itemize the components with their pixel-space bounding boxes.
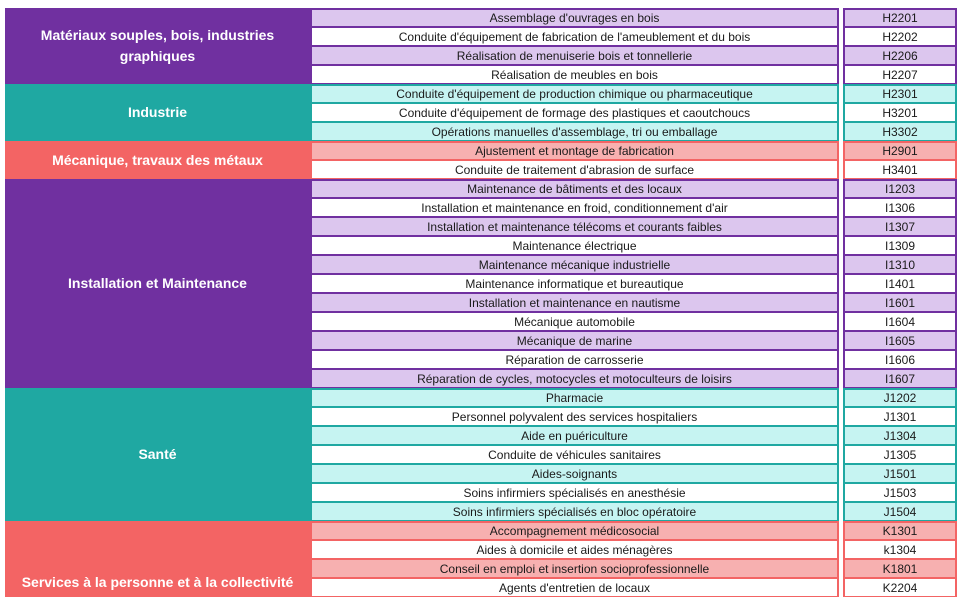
category-group — [5, 84, 957, 141]
table-row — [310, 179, 957, 198]
table-row — [310, 46, 957, 65]
table-row — [310, 502, 957, 521]
table-row — [310, 578, 957, 597]
rome-code-cell: H2202 — [843, 27, 957, 46]
job-title-cell: Maintenance électrique — [310, 236, 839, 255]
table-row — [310, 407, 957, 426]
job-title-cell: Conduite de traitement d'abrasion de surface — [310, 160, 839, 179]
rome-code-cell: J1305 — [843, 445, 957, 464]
table-row — [310, 331, 957, 350]
category-label: Matériaux souples, bois, industries graphiques — [5, 8, 310, 84]
table-row — [310, 388, 957, 407]
rome-code-cell: H3401 — [843, 160, 957, 179]
rome-code-cell: k1304 — [843, 540, 957, 559]
table-row — [310, 445, 957, 464]
rome-code-cell: I1604 — [843, 312, 957, 331]
table-row — [310, 217, 957, 236]
job-title-cell: Ajustement et montage de fabrication — [310, 141, 839, 160]
job-title-cell: Conduite d'équipement de production chimique ou pharmaceutique — [310, 84, 839, 103]
job-title-cell: Réparation de cycles, motocycles et motoculteurs de loisirs — [310, 369, 839, 388]
job-title-cell: Réparation de carrosserie — [310, 350, 839, 369]
job-title-cell: Réalisation de menuiserie bois et tonnellerie — [310, 46, 839, 65]
rome-code-cell: K1801 — [843, 559, 957, 578]
job-title-cell: Personnel polyvalent des services hospitaliers — [310, 407, 839, 426]
rome-code-cell: I1203 — [843, 179, 957, 198]
job-title-cell: Installation et maintenance en froid, conditionnement d'air — [310, 198, 839, 217]
rome-code-cell: K2204 — [843, 578, 957, 597]
table-row — [310, 312, 957, 331]
rome-code-cell: J1501 — [843, 464, 957, 483]
rome-code-cell: I1606 — [843, 350, 957, 369]
table-row — [310, 27, 957, 46]
rome-code-cell: J1503 — [843, 483, 957, 502]
rome-code-cell: H3302 — [843, 122, 957, 141]
rome-code-cell: H2201 — [843, 8, 957, 27]
job-title-cell: Conduite d'équipement de formage des plastiques et caoutchoucs — [310, 103, 839, 122]
job-title-cell: Soins infirmiers spécialisés en bloc opératoire — [310, 502, 839, 521]
rome-code-cell: I1607 — [843, 369, 957, 388]
rome-code-cell: H3201 — [843, 103, 957, 122]
job-title-cell: Aides à domicile et aides ménagères — [310, 540, 839, 559]
rome-code-cell: I1601 — [843, 293, 957, 312]
job-title-cell: Installation et maintenance télécoms et courants faibles — [310, 217, 839, 236]
rome-code-cell: I1309 — [843, 236, 957, 255]
rome-code-cell: I1605 — [843, 331, 957, 350]
job-title-cell: Mécanique automobile — [310, 312, 839, 331]
table-row — [310, 122, 957, 141]
table-row — [310, 255, 957, 274]
job-title-cell: Conduite de véhicules sanitaires — [310, 445, 839, 464]
job-title-cell: Pharmacie — [310, 388, 839, 407]
job-title-cell: Maintenance de bâtiments et des locaux — [310, 179, 839, 198]
table-row — [310, 293, 957, 312]
job-title-cell: Aide en puériculture — [310, 426, 839, 445]
table-row — [310, 236, 957, 255]
table-row — [310, 274, 957, 293]
category-label: Installation et Maintenance — [5, 179, 310, 388]
job-title-cell: Assemblage d'ouvrages en bois — [310, 8, 839, 27]
table-row — [310, 521, 957, 540]
rome-code-cell: I1307 — [843, 217, 957, 236]
rome-code-cell: H2901 — [843, 141, 957, 160]
job-title-cell: Agents d'entretien de locaux — [310, 578, 839, 597]
table-row — [310, 84, 957, 103]
category-label: Mécanique, travaux des métaux — [5, 141, 310, 179]
table-row — [310, 160, 957, 179]
table-row — [310, 426, 957, 445]
category-group — [5, 179, 957, 388]
rome-code-cell: I1310 — [843, 255, 957, 274]
rome-code-cell: H2207 — [843, 65, 957, 84]
category-label: Services à la personne et à la collectivité — [5, 521, 310, 597]
table-row — [310, 103, 957, 122]
job-title-cell: Maintenance mécanique industrielle — [310, 255, 839, 274]
job-title-cell: Opérations manuelles d'assemblage, tri ou emballage — [310, 122, 839, 141]
table-row — [310, 540, 957, 559]
category-label: Santé — [5, 388, 310, 521]
job-title-cell: Conduite d'équipement de fabrication de l'ameublement et du bois — [310, 27, 839, 46]
category-label: Industrie — [5, 84, 310, 141]
rome-code-cell: H2301 — [843, 84, 957, 103]
category-group — [5, 521, 957, 597]
job-title-cell: Accompagnement médicosocial — [310, 521, 839, 540]
rome-code-cell: I1401 — [843, 274, 957, 293]
table-row — [310, 198, 957, 217]
rome-code-cell: J1504 — [843, 502, 957, 521]
rome-code-cell: J1301 — [843, 407, 957, 426]
table-row — [310, 559, 957, 578]
table-row — [310, 350, 957, 369]
rome-code-cell: H2206 — [843, 46, 957, 65]
job-title-cell: Soins infirmiers spécialisés en anesthésie — [310, 483, 839, 502]
table-row — [310, 8, 957, 27]
rome-code-cell: J1202 — [843, 388, 957, 407]
table-row — [310, 65, 957, 84]
category-group — [5, 8, 957, 84]
table-row — [310, 369, 957, 388]
job-title-cell: Mécanique de marine — [310, 331, 839, 350]
job-title-cell: Installation et maintenance en nautisme — [310, 293, 839, 312]
table-row — [310, 483, 957, 502]
job-title-cell: Conseil en emploi et insertion socioprofessionnelle — [310, 559, 839, 578]
job-title-cell: Aides-soignants — [310, 464, 839, 483]
table-row — [310, 141, 957, 160]
job-title-cell: Réalisation de meubles en bois — [310, 65, 839, 84]
category-group — [5, 388, 957, 521]
category-group — [5, 141, 957, 179]
rome-code-cell: I1306 — [843, 198, 957, 217]
table-row — [310, 464, 957, 483]
rome-code-cell: K1301 — [843, 521, 957, 540]
rome-code-cell: J1304 — [843, 426, 957, 445]
job-title-cell: Maintenance informatique et bureautique — [310, 274, 839, 293]
